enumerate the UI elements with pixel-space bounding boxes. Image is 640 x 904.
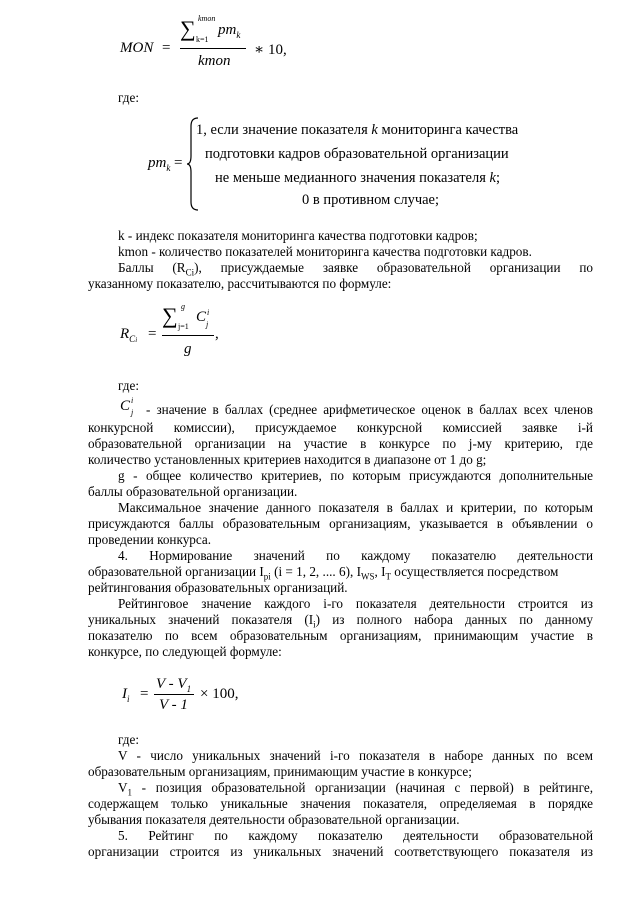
- v1-line2: содержащем только уникальные значения показателя, определяемая в порядке: [88, 796, 593, 811]
- max-line3: проведении конкурса.: [88, 532, 212, 547]
- balls-a: Баллы (R: [118, 260, 186, 275]
- r-line2: [88, 612, 593, 628]
- p4-line2: [88, 564, 558, 580]
- rc-text: R: [120, 326, 130, 342]
- formula-pm-lhs: [148, 155, 170, 172]
- ii-sub: i: [127, 694, 130, 704]
- case1-line1-k: k: [371, 122, 378, 138]
- formula-rc-term: [196, 309, 206, 326]
- num-sub: 1: [186, 684, 192, 694]
- case1-line2: подготовки кадров образовательной организации: [205, 146, 509, 162]
- sum-symbol: ∑: [162, 303, 178, 328]
- def-k: k - индекс показателя мониторинга качества подготовки кадров;: [118, 228, 478, 243]
- ii-text: I: [122, 686, 127, 702]
- fraction-bar: [154, 694, 194, 695]
- case1-line3-a: не меньше медианного значения показателя: [215, 170, 490, 186]
- term-sub: k: [236, 30, 241, 40]
- r-line4: конкурсе, по следующей формуле:: [88, 644, 282, 659]
- formula-mon-lhs: MON: [120, 40, 154, 56]
- r2-sub: i: [313, 619, 316, 630]
- term-text: pm: [218, 22, 237, 38]
- cij-sub: j: [131, 408, 134, 417]
- p4-c: , I: [374, 564, 386, 579]
- cij-line1: - значение в баллах (среднее арифметическое оценок в баллах всех членов: [146, 402, 593, 417]
- cij-line4: количество установленных критериев находится в диапазоне от 1 до g;: [88, 452, 487, 467]
- formula-ii-numerator: [156, 676, 191, 693]
- formula-rc-eq: =: [148, 326, 157, 342]
- case1-line1-b: мониторинга качества: [377, 122, 519, 138]
- p5-line1: 5. Рейтинг по каждому показателю деятельности образовательной: [118, 828, 593, 843]
- where-label: где:: [118, 732, 139, 747]
- cij-symbol: C: [120, 398, 131, 414]
- formula-rc-term-sub: j: [206, 320, 209, 329]
- rc-subsub: i: [135, 336, 138, 344]
- case1-line1: [196, 122, 518, 139]
- rc-sub-c: C: [129, 334, 136, 344]
- cij-line2: конкурсной комиссии), присуждаемое конкурсной комиссией заявке i-й: [88, 420, 593, 435]
- balls-line1: [118, 260, 593, 276]
- r2-b: ) из полного набора данных по данному: [315, 612, 593, 627]
- sum-lower-limit: k=1: [196, 35, 209, 44]
- formula-rc-tail: ,: [215, 326, 219, 342]
- def-kmon: kmon - количество показателей мониторинга качества подготовки кадров.: [118, 244, 532, 259]
- p4-a: образовательной организации I: [88, 564, 264, 579]
- case1-line3: [215, 170, 500, 187]
- max-line2: присуждаются баллы образовательным организациям, указывается в объявлении о: [88, 516, 593, 531]
- formula-pm-eq: =: [174, 155, 183, 171]
- r2-a: уникальных значений показателя (I: [88, 612, 314, 627]
- g-line1: g - общее количество критериев, по которым присуждаются дополнительные: [118, 468, 593, 483]
- p4-sub3: T: [385, 571, 391, 582]
- case1-line3-b: ;: [495, 170, 500, 186]
- p4-sub1: pi: [263, 571, 271, 582]
- p4-line3: рейтингования образовательных организаций.: [88, 580, 348, 595]
- where-label: где:: [118, 378, 139, 393]
- formula-ii-eq: =: [140, 686, 149, 702]
- v-line2: образовательным организациям, принимающим участие в конкурсе;: [88, 764, 472, 779]
- v1-a: V: [118, 780, 128, 795]
- formula-rc-term-sup: i: [207, 308, 210, 317]
- sum-upper-limit: g: [181, 302, 185, 311]
- formula-ii-lhs: [122, 686, 130, 703]
- p4-sub2: WS: [360, 571, 375, 582]
- sum-symbol: ∑: [180, 16, 196, 41]
- c-text: C: [196, 309, 207, 325]
- r-line1: Рейтинговое значение каждого i-го показателя деятельности строится из: [118, 596, 593, 611]
- p4-line1: 4. Нормирование значений по каждому показателю деятельности: [118, 548, 593, 563]
- num-text: V - V: [156, 676, 187, 692]
- balls-sub: Ci: [185, 267, 195, 278]
- r-line3: показателю по всем образовательным организациям, принимающим участие в: [88, 628, 593, 643]
- v1-sub: 1: [127, 787, 133, 798]
- fraction-bar: [162, 335, 214, 336]
- balls-line2: указанному показателю, рассчитываются по формуле:: [88, 276, 392, 291]
- where-label: где:: [118, 90, 139, 105]
- balls-b: ), присуждаемые заявке образовательной организации по: [194, 260, 593, 275]
- sum-lower-limit: j=1: [178, 322, 189, 331]
- formula-mon-eq: =: [162, 40, 171, 56]
- rc-sub: [129, 334, 137, 344]
- formula-mon-denominator: kmon: [198, 53, 231, 69]
- v1-line3: убывания показателя деятельности образовательной организации.: [88, 812, 460, 827]
- case1-line3-k: k: [489, 170, 496, 186]
- g-line2: баллы образовательной организации.: [88, 484, 298, 499]
- cij-sup: i: [131, 396, 134, 405]
- v-line1: V - число уникальных значений i-го показателя в наборе данных по всем: [118, 748, 593, 763]
- fraction-bar: [180, 48, 246, 49]
- formula-rc-lhs: [120, 326, 137, 343]
- case1-line1-a: 1, если значение показателя: [196, 122, 372, 138]
- formula-mon-tail: ∗ 10,: [254, 42, 287, 58]
- formula-ii-tail: × 100,: [200, 686, 239, 702]
- v1-line1: [118, 780, 593, 796]
- sum-upper-limit: kmon: [198, 14, 216, 23]
- formula-rc-denominator: g: [184, 341, 192, 357]
- formula-ii-denominator: V - 1: [159, 697, 188, 713]
- v1-b: - позиция образовательной организации (начиная с первой) в рейтинге,: [132, 780, 593, 795]
- p4-d: осуществляется посредством: [390, 564, 559, 579]
- cij-line3: образовательной организации на участие в конкурсе по j-му критерию, где: [88, 436, 593, 451]
- formula-mon-term: [218, 22, 240, 39]
- p4-b: (i = 1, 2, .... 6), I: [270, 564, 361, 579]
- pm-text: pm: [148, 155, 167, 171]
- p5-line2: организации строится из уникальных значений соответствующего показателя из: [88, 844, 593, 859]
- max-line1: Максимальное значение данного показателя в баллах и критерии, по которым: [118, 500, 593, 515]
- pm-sub: k: [166, 163, 171, 173]
- case2-line: 0 в противном случае;: [302, 192, 440, 208]
